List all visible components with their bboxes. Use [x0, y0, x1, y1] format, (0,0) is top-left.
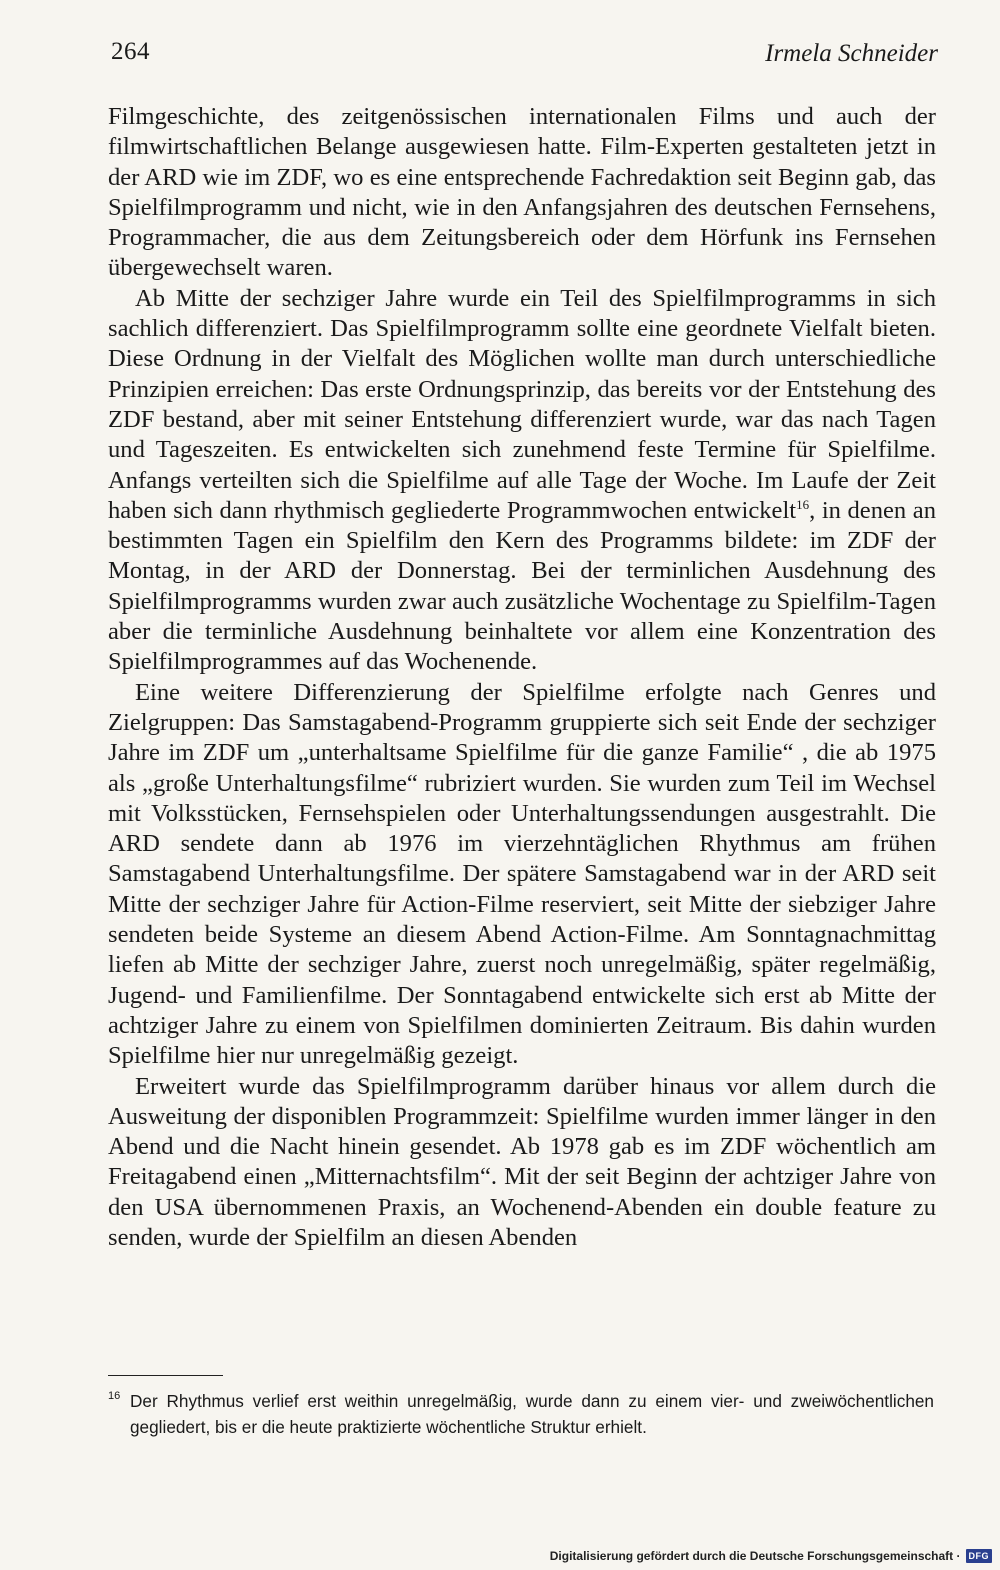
paragraph-3: Eine weitere Differenzierung der Spielfilme erfolgte nach Genres und Zielgruppen: Das Samstagabend-Programm gruppierte sich seit Ende der sechziger Jahre im ZDF um „unterhaltsame Spielfilme für die ganze Familie“ , die ab 1975 als „große Unterhaltungsfilme“ rubriziert wurden. Sie wurden zum Teil im Wechsel mit Volksstücken, Fernsehspielen oder Unterhaltungssendungen ausgestrahlt. Die ARD sendete dann ab 1976 im vierzehntäglichen Rhythmus am frühen Samstagabend Unterhaltungsfilme. Der spätere Samstagabend war in der ARD seit Mitte der sechziger Jahre für Action-Filme reserviert, seit Mitte der siebziger Jahre sendeten beide Systeme an diesem Abend Action-Filme. Am Sonntagnachmittag liefen ab Mitte der sechziger Jahre, zuerst noch unregelmäßig, später regelmäßig, Jugend- und Familienfilme. Der Sonntagabend entwickelte sich erst ab Mitte der achtziger Jahre zu einem von Spielfilmen dominierten Zeitraum. Bis dahin wurden Spielfilme hier nur unregelmäßig gezeigt.: [108, 678, 936, 1070]
digitization-text: Digitalisierung gefördert durch die Deutsche Forschungsgemeinschaft ·: [549, 1549, 961, 1563]
paragraph-4: Erweitert wurde das Spielfilmprogramm darüber hinaus vor allem durch die Ausweitung der disponiblen Programmzeit: Spielfilme wurden immer länger in den Abend und die Nacht hinein gesendet. Ab 1978 gab es im ZDF wöchentlich am Freitagabend einen „Mitternachtsfilm“. Mit der seit Beginn der achtziger Jahre von den USA übernommenen Praxis, an Wochenend-Abenden ein double feature zu senden, wurde der Spielfilm an diesen Abenden: [108, 1072, 936, 1251]
footnote-number: 16: [108, 1390, 121, 1402]
running-head-author: Irmela Schneider: [765, 40, 938, 67]
paragraph-2-part-2: , in denen an bestimmten Tagen ein Spielfilm den Kern des Programms bildete: im ZDF der Montag, in der ARD der Donnerstag. Bei der terminlichen Ausdehnung des Spielfilmprogramms wurden zwar auch zusätzliche Wochentage zu Spielfilm-Tagen aber die terminliche Ausdehnung beinhaltete vor allem eine Konzentration des Spielfilmprogrammes auf das Wochenende.: [108, 496, 936, 676]
paragraph-2: [108, 284, 936, 678]
footnote: [108, 1388, 936, 1440]
footnote-reference[interactable]: 16: [796, 496, 810, 512]
digitization-notice: [550, 1549, 992, 1563]
dfg-logo-icon: DFG: [966, 1549, 993, 1563]
paragraph-1: Filmgeschichte, des zeitgenössischen internationalen Films und auch der filmwirtschaftlichen Belange ausgewiesen hatte. Film-Experten gestalteten jetzt in der ARD wie im ZDF, wo es eine entsprechende Fachredaktion seit Beginn gab, das Spielfilmprogramm und nicht, wie in den Anfangsjahren des deutschen Fernsehens, Programmacher, die aus dem Zeitungsbereich oder dem Hörfunk ins Fernsehen übergewechselt waren.: [108, 103, 936, 282]
page-number: 264: [111, 38, 150, 65]
body-text: [108, 102, 936, 1253]
footnote-divider: [108, 1375, 223, 1376]
paragraph-2-part-1: Ab Mitte der sechziger Jahre wurde ein Teil des Spielfilmprogramms in sich sachlich differenziert. Das Spielfilmprogramm sollte eine geordnete Vielfalt bieten. Diese Ordnung in der Vielfalt des Möglichen wollte man durch unterschiedliche Prinzipien erreichen: Das erste Ordnungsprinzip, das bereits vor der Entstehung des ZDF bestand, aber mit seiner Entstehung differenziert wurde, war das nach Tagen und Tageszeiten. Es entwickelten sich zunehmend feste Termine für Spielfilme. Anfangs verteilten sich die Spielfilme auf alle Tage der Woche. Im Laufe der Zeit haben sich dann rhythmisch gegliederte Programmwochen entwickelt: [108, 284, 936, 524]
footnote-text: Der Rhythmus verlief erst weithin unregelmäßig, wurde dann zu einem vier- und zweiwöchentlichen gegliedert, bis er die heute praktizierte wöchentliche Struktur erhielt.: [130, 1391, 934, 1437]
